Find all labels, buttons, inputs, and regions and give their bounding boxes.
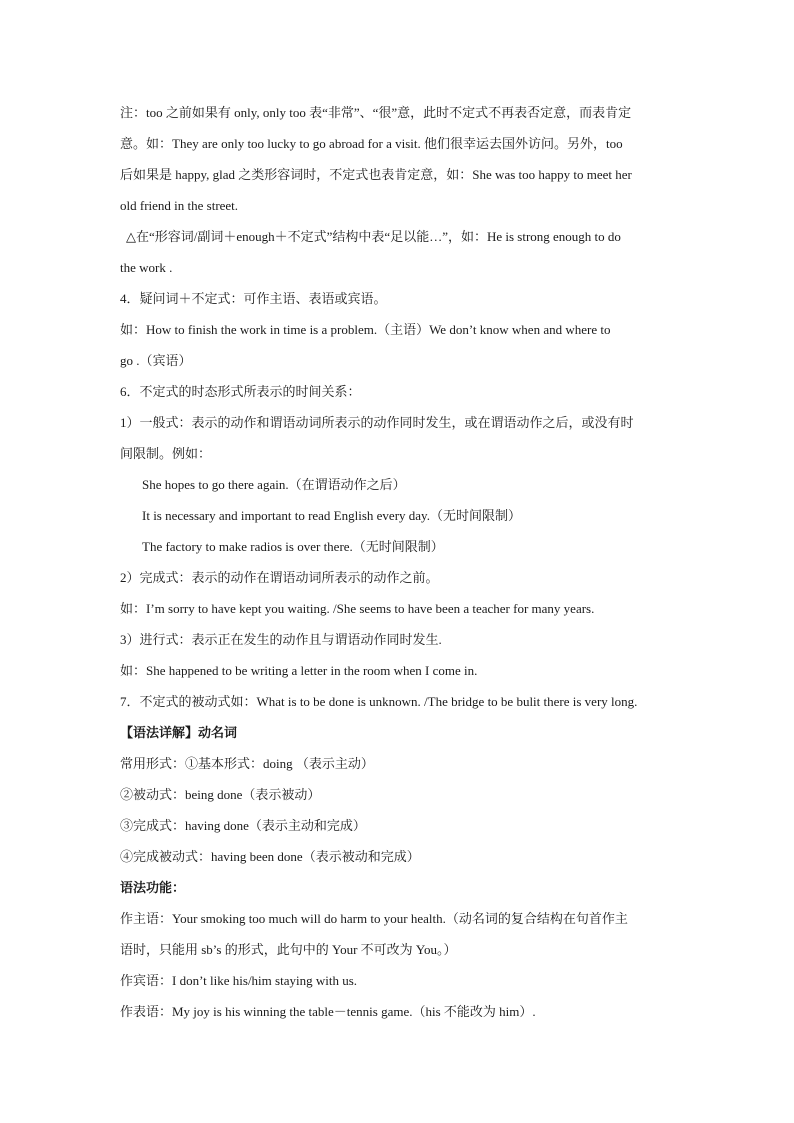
text-line: go .（宾语）	[120, 353, 192, 368]
text-line: 语时，只能用 sb’s 的形式，此句中的 Your 不可改为 You。）	[120, 942, 457, 957]
text-line: 注：too 之前如果有 only, only too 表“非常”、“很”意，此时不定式不再表否定意，而表肯定	[120, 105, 632, 120]
example-line: It is necessary and important to read English every day.（无时间限制）	[142, 508, 521, 523]
text-line: 4．疑问词＋不定式：可作主语、表语或宾语。	[120, 291, 387, 306]
text-line: 如：She happened to be writing a letter in the room when I come in.	[120, 663, 478, 678]
text-line: ③完成式：having done（表示主动和完成）	[120, 818, 366, 833]
text-line: 意。如：They are only too lucky to go abroad for a visit. 他们很幸运去国外访问。另外，too	[120, 136, 623, 151]
text-body	[120, 97, 680, 1027]
text-line: 如：How to finish the work in time is a problem.（主语）We don’t know when and where to	[120, 322, 611, 337]
text-line: old friend in the street.	[120, 198, 239, 213]
text-line: 间限制。例如：	[120, 446, 212, 461]
text-line: 如：I’m sorry to have kept you waiting. /She seems to have been a teacher for many years.	[120, 601, 595, 616]
section-heading: 【语法详解】动名词	[120, 725, 238, 740]
text-line: 作表语：My joy is his winning the table－tennis game.（his 不能改为 him）.	[120, 1004, 536, 1019]
text-line: ②被动式：being done（表示被动）	[120, 787, 321, 802]
text-line: 1）一般式：表示的动作和谓语动词所表示的动作同时发生，或在谓语动作之后，或没有时	[120, 415, 634, 430]
text-line: 作主语：Your smoking too much will do harm to your health.（动名词的复合结构在句首作主	[120, 911, 628, 926]
text-line: △在“形容词/副词＋enough＋不定式”结构中表“足以能…”，如：He is strong enough to do	[126, 229, 621, 244]
text-line: 3）进行式：表示正在发生的动作且与谓语动作同时发生.	[120, 632, 442, 647]
example-line: The factory to make radios is over there.（无时间限制）	[142, 539, 444, 554]
text-line: 6．不定式的时态形式所表示的时间关系：	[120, 384, 361, 399]
text-line: 2）完成式：表示的动作在谓语动词所表示的动作之前。	[120, 570, 439, 585]
text-line: the work .	[120, 260, 173, 275]
text-line: 作宾语：I don’t like his/him staying with us.	[120, 973, 358, 988]
text-line: ④完成被动式：having been done（表示被动和完成）	[120, 849, 420, 864]
subsection-heading: 语法功能：	[120, 880, 186, 895]
text-line: 7．不定式的被动式如：What is to be done is unknown. /The bridge to be bulit there is very long.	[120, 694, 638, 709]
text-line: 常用形式：①基本形式：doing （表示主动）	[120, 756, 374, 771]
text-line: 后如果是 happy, glad 之类形容词时，不定式也表肯定意，如：She was too happy to meet her	[120, 167, 632, 182]
example-line: She hopes to go there again.（在谓语动作之后）	[142, 477, 406, 492]
